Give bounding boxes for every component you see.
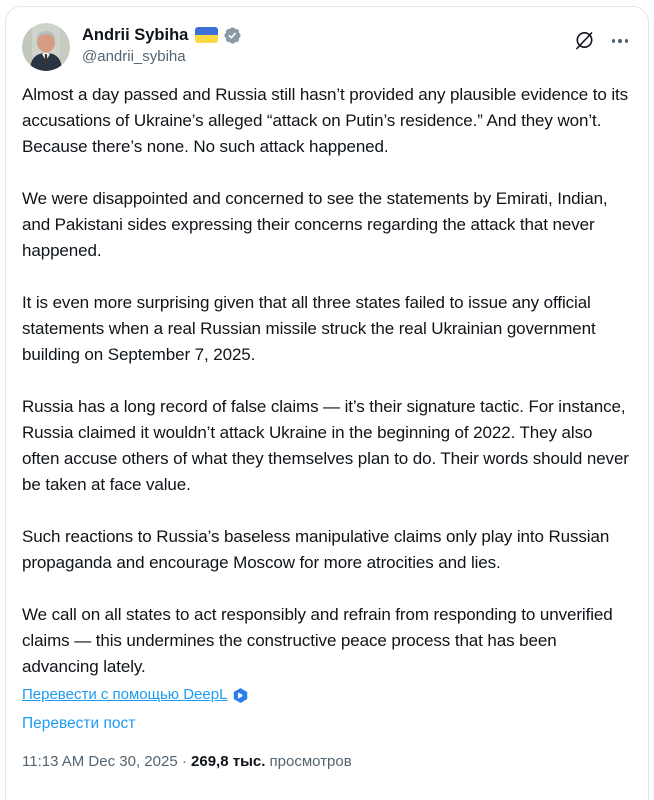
tweet-paragraph: We call on all states to act responsibly and refrain from responding to unverified claims — this undermines the constructive peace process that has been advancing lately. (22, 605, 613, 676)
user-names (82, 23, 572, 67)
tweet-paragraph: Russia has a long record of false claims — it’s their signature tactic. For instance, Russia claimed it wouldn’t attack Ukraine in the beginning of 2022. They also often accuse others of what they themselves plan to do. Their words should never be taken at face value. (22, 397, 629, 494)
ukraine-flag-icon (195, 27, 218, 43)
avatar-portrait (22, 23, 70, 71)
user-handle[interactable]: @andrii_sybiha (82, 48, 186, 65)
tweet-paragraph: Almost a day passed and Russia still hasn’t provided any plausible evidence to its accusations of Ukraine’s alleged “attack on Putin’s residence.” And they won’t. Because there’s none. No such attack happened. (22, 85, 629, 156)
deepl-translate-row (22, 685, 632, 705)
tweet-header (22, 23, 632, 71)
verified-badge-icon (223, 26, 242, 45)
tweet-meta (22, 752, 632, 772)
tweet-paragraph: Such reactions to Russia’s baseless manipulative claims only play into Russian propaganda and encourage Moscow for more atrocities and lies. (22, 527, 610, 572)
avatar[interactable] (22, 23, 70, 71)
more-options-icon[interactable] (612, 35, 629, 47)
translate-post-link[interactable]: Перевести пост (22, 715, 136, 732)
tweet-body (22, 71, 632, 772)
tweet-paragraph: It is even more surprising given that all three states failed to issue any official statements when a real Russian missile struck the real Ukrainian government building on September 7, 2025. (22, 293, 596, 364)
views-count: 269,8 тыс. (191, 753, 266, 770)
display-name[interactable]: Andrii Sybiha (82, 26, 189, 44)
views-label: просмотров (265, 753, 352, 770)
tweet-paragraph: We were disappointed and concerned to see the statements by Emirati, Indian, and Pakistani sides expressing their concerns regarding the attack that never happened. (22, 189, 608, 260)
deepl-logo-icon (232, 687, 249, 704)
header-actions (572, 23, 633, 53)
tweet-card (5, 6, 649, 800)
timestamp: 11:13 AM Dec 30, 2025 (22, 753, 178, 770)
meta-separator: · (177, 753, 192, 770)
deepl-translate-link[interactable]: Перевести с помощью DeepL (22, 686, 228, 703)
grok-icon[interactable] (572, 29, 596, 53)
